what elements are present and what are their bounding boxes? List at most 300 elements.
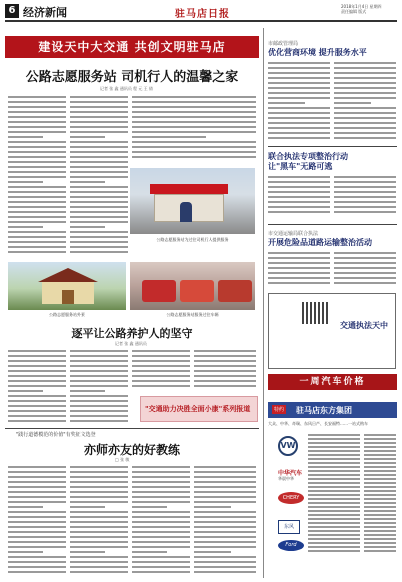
text-line: [70, 106, 128, 108]
text-line: [8, 241, 66, 243]
text-line: [8, 106, 66, 108]
dongfeng-logo-icon: 东风: [278, 520, 300, 534]
text-line: [8, 116, 66, 118]
text-line: [194, 365, 256, 367]
bottom-article-text-col-4: [194, 466, 256, 576]
text-line: [70, 196, 128, 198]
text-line: [8, 385, 66, 387]
text-line: [8, 491, 66, 493]
price-row: [308, 486, 360, 488]
text-line: [334, 77, 396, 79]
text-line: [268, 257, 330, 259]
text-line: [268, 206, 330, 208]
price-row: [308, 494, 360, 496]
price-row: [308, 506, 360, 508]
text-line: [334, 97, 396, 99]
text-line: [70, 146, 128, 148]
price-row: [364, 534, 396, 536]
text-line: [194, 501, 256, 503]
main-article-text-col-1: [8, 96, 66, 256]
text-line: [70, 216, 128, 218]
price-row: [308, 474, 360, 476]
mail-info-box: [268, 293, 396, 369]
trucks-photo-caption: 公路志愿服务站服务过往车辆: [166, 312, 219, 317]
price-row: [308, 518, 360, 520]
text-line: [194, 471, 256, 473]
right-divider-1: [268, 146, 397, 147]
text-line: [132, 536, 190, 538]
text-line: [8, 231, 66, 233]
text-line: [70, 111, 128, 113]
text-line: [8, 171, 66, 173]
text-line: [334, 112, 396, 114]
text-line: [8, 556, 66, 558]
text-line: [70, 171, 128, 173]
text-line: [70, 390, 105, 392]
right-article-1-kicker: 市邮政管理局: [268, 41, 299, 47]
text-line: [8, 156, 66, 158]
zhonghua-logo-icon: 中华汽车: [278, 470, 303, 477]
price-row: [308, 458, 360, 460]
price-row: [308, 442, 360, 444]
price-row: [308, 438, 360, 440]
text-line: [8, 551, 43, 553]
text-line: [70, 226, 105, 228]
text-line: [70, 211, 128, 213]
right-article-1-text-col-2: [334, 62, 396, 142]
price-row: [364, 538, 396, 540]
text-line: [8, 481, 66, 483]
text-line: [132, 521, 190, 523]
price-row: [308, 446, 360, 448]
right-article-2-text-col-1: [268, 176, 330, 220]
text-line: [334, 176, 396, 178]
text-line: [8, 176, 66, 178]
qr-code-icon: [302, 302, 328, 324]
price-row: [308, 550, 360, 552]
text-line: [132, 101, 256, 103]
text-line: [334, 257, 396, 259]
text-line: [70, 395, 128, 397]
price-row: [364, 466, 396, 468]
text-line: [334, 277, 396, 279]
text-line: [8, 251, 66, 253]
dealer-tag: 特约: [274, 407, 285, 413]
text-line: [268, 252, 330, 254]
text-line: [132, 566, 190, 568]
text-line: [132, 541, 190, 543]
text-line: [194, 370, 256, 372]
text-line: [194, 511, 256, 513]
sub-article-text-col-4: [194, 350, 256, 392]
text-line: [268, 191, 330, 193]
text-line: [194, 546, 256, 548]
sub-article-title: 逐平让公路养护人的坚守: [71, 327, 193, 340]
text-line: [8, 206, 66, 208]
text-line: [8, 415, 66, 417]
text-line: [70, 161, 128, 163]
price-row: [308, 434, 360, 436]
service-station-photo: [8, 262, 126, 310]
text-line: [70, 181, 105, 183]
price-row: [308, 542, 360, 544]
text-line: [132, 151, 256, 153]
text-line: [70, 506, 105, 508]
text-line: [70, 221, 128, 223]
text-line: [268, 262, 330, 264]
price-row: [308, 478, 360, 480]
text-line: [70, 151, 128, 153]
ford-logo-icon: Ford: [278, 540, 304, 551]
price-row: [364, 546, 396, 548]
text-line: [132, 571, 190, 573]
text-line: [70, 166, 128, 168]
text-line: [194, 526, 256, 528]
main-article-text-col-2: [70, 96, 128, 256]
text-line: [132, 131, 256, 133]
text-line: [132, 486, 190, 488]
text-line: [8, 246, 66, 248]
text-line: [8, 101, 66, 103]
price-row: [364, 446, 396, 448]
text-line: [70, 526, 128, 528]
text-line: [132, 380, 190, 382]
price-row: [364, 454, 396, 456]
price-row: [308, 502, 360, 504]
text-line: [70, 350, 128, 352]
price-row: [308, 490, 360, 492]
price-row: [364, 498, 396, 500]
price-row: [364, 438, 396, 440]
price-table: [308, 434, 360, 554]
text-line: [8, 370, 66, 372]
volkswagen-logo-icon: VW: [278, 436, 298, 456]
text-line: [8, 236, 66, 238]
kiosk-roof: [150, 184, 228, 194]
text-line: [8, 201, 66, 203]
text-line: [132, 385, 190, 387]
text-line: [70, 551, 105, 553]
text-line: [194, 350, 256, 352]
text-line: [8, 506, 43, 508]
text-line: [70, 246, 128, 248]
right-article-2-text-col-2: [334, 176, 396, 220]
text-line: [70, 236, 128, 238]
text-line: [70, 201, 128, 203]
text-line: [8, 400, 66, 402]
text-line: [194, 355, 256, 357]
text-line: [334, 137, 396, 139]
text-line: [132, 491, 190, 493]
text-line: [334, 127, 396, 129]
text-line: [334, 181, 396, 183]
text-line: [132, 496, 190, 498]
text-line: [132, 511, 190, 513]
text-line: [70, 365, 128, 367]
text-line: [194, 486, 256, 488]
text-line: [268, 77, 330, 79]
text-line: [8, 141, 66, 143]
text-line: [132, 556, 190, 558]
text-line: [268, 137, 330, 139]
section-divider: [5, 428, 259, 429]
text-line: [8, 546, 66, 548]
text-line: [70, 561, 128, 563]
text-line: [132, 466, 190, 468]
text-line: [194, 385, 256, 387]
text-line: [8, 191, 66, 193]
text-line: [8, 111, 66, 113]
text-line: [132, 141, 256, 143]
text-line: [334, 282, 396, 284]
text-line: [8, 136, 43, 138]
text-line: [8, 501, 66, 503]
price-row: [308, 470, 360, 472]
newspaper-logo: 驻马店日报: [175, 9, 230, 20]
date-line: [341, 4, 382, 14]
text-line: [194, 571, 256, 573]
price-row: [364, 442, 396, 444]
text-line: [70, 186, 128, 188]
text-line: [70, 101, 128, 103]
text-line: [334, 62, 396, 64]
text-line: [268, 282, 330, 284]
text-line: [70, 380, 128, 382]
text-line: [132, 96, 256, 98]
text-line: [194, 481, 256, 483]
text-line: [70, 410, 128, 412]
price-row: [308, 546, 360, 548]
text-line: [132, 121, 256, 123]
text-line: [132, 481, 190, 483]
text-line: [132, 561, 190, 563]
price-row: [308, 522, 360, 524]
text-line: [268, 176, 330, 178]
text-line: [70, 191, 128, 193]
text-line: [8, 226, 43, 228]
price-row: [364, 526, 396, 528]
text-line: [132, 551, 167, 553]
right-divider-2: [268, 224, 397, 225]
text-line: [8, 186, 66, 188]
text-line: [70, 156, 128, 158]
bottom-article-byline: □ 张 敏: [115, 457, 130, 462]
text-line: [194, 506, 231, 508]
price-row: [308, 526, 360, 528]
text-line: [8, 410, 66, 412]
text-line: [8, 521, 66, 523]
bottom-article-text-col-2: [70, 466, 128, 576]
text-line: [8, 355, 66, 357]
text-line: [8, 360, 66, 362]
text-line: [70, 491, 128, 493]
text-line: [268, 117, 330, 119]
text-line: [70, 121, 128, 123]
text-line: [334, 272, 396, 274]
text-line: [8, 486, 66, 488]
price-row: [364, 486, 396, 488]
text-line: [8, 211, 66, 213]
text-line: [132, 501, 190, 503]
price-row: [308, 514, 360, 516]
text-line: [268, 82, 330, 84]
text-line: [334, 67, 396, 69]
text-line: [194, 551, 231, 553]
text-line: [268, 127, 330, 129]
text-line: [8, 516, 66, 518]
text-line: [334, 267, 396, 269]
text-line: [334, 252, 396, 254]
text-line: [70, 136, 105, 138]
text-line: [334, 211, 396, 213]
series-label: "交通助力决胜全面小康"系列报道: [145, 405, 251, 413]
text-line: [70, 251, 128, 253]
text-line: [8, 350, 66, 352]
text-line: [8, 395, 66, 397]
price-row: [364, 478, 396, 480]
auto-price-banner: 一周汽车价格: [268, 374, 397, 390]
truck: [142, 280, 176, 302]
right-article-1-title: 优化营商环境 提升服务水平: [268, 48, 367, 57]
text-line: [194, 541, 256, 543]
price-row: [308, 510, 360, 512]
price-row: [364, 506, 396, 508]
price-row: [308, 538, 360, 540]
text-line: [70, 546, 128, 548]
text-line: [268, 277, 330, 279]
right-article-3-text-col-2: [334, 252, 396, 290]
text-line: [132, 111, 256, 113]
right-article-3-text-col-1: [268, 252, 330, 290]
text-line: [334, 132, 396, 134]
text-line: [8, 526, 66, 528]
main-article-byline: 记者 张 鑫 通讯员 程 元 王 倩: [100, 86, 153, 91]
mail-brand: 交通执法天中: [340, 321, 388, 330]
text-line: [132, 116, 256, 118]
text-line: [194, 556, 256, 558]
text-line: [8, 466, 66, 468]
text-line: [132, 350, 190, 352]
text-line: [268, 201, 330, 203]
price-side-text: [364, 434, 396, 554]
text-line: [70, 481, 128, 483]
text-line: [194, 375, 256, 377]
text-line: [70, 116, 128, 118]
text-line: [132, 526, 190, 528]
text-line: [8, 221, 66, 223]
text-line: [70, 501, 128, 503]
text-line: [70, 476, 128, 478]
truck: [180, 280, 214, 302]
text-line: [132, 375, 190, 377]
text-line: [8, 561, 66, 563]
text-line: [8, 126, 66, 128]
text-line: [70, 471, 128, 473]
text-line: [8, 536, 66, 538]
text-line: [8, 146, 66, 148]
text-line: [8, 420, 66, 422]
dealer-bar: [268, 402, 397, 418]
sub-article-text-col-3: [132, 350, 190, 392]
text-line: [70, 405, 128, 407]
text-line: [132, 516, 190, 518]
text-line: [334, 196, 396, 198]
text-line: [334, 201, 396, 203]
text-line: [268, 272, 330, 274]
text-line: [70, 360, 128, 362]
text-line: [8, 566, 66, 568]
text-line: [194, 380, 256, 382]
text-line: [70, 571, 128, 573]
price-row: [364, 434, 396, 436]
price-row: [308, 462, 360, 464]
zhonghua-subtitle: 华晨中华: [278, 476, 294, 481]
text-line: [268, 186, 330, 188]
text-line: [132, 471, 190, 473]
text-line: [334, 186, 396, 188]
price-row: [308, 454, 360, 456]
text-line: [334, 92, 396, 94]
kiosk-photo-caption: 公路志愿服务站为过往司机行人提供服务: [156, 237, 229, 242]
text-line: [268, 181, 330, 183]
text-line: [194, 531, 256, 533]
text-line: [8, 131, 66, 133]
text-line: [194, 491, 256, 493]
text-line: [70, 496, 128, 498]
house-roof: [38, 268, 98, 282]
essay-column-tag: "践行道德模范的价值"有奖征文选登: [16, 432, 96, 438]
sub-article-text-col-2: [70, 350, 128, 426]
text-line: [8, 196, 66, 198]
text-line: [132, 156, 256, 158]
price-row: [364, 518, 396, 520]
text-line: [268, 92, 330, 94]
text-line: [8, 151, 66, 153]
text-line: [268, 107, 330, 109]
text-line: [268, 72, 330, 74]
text-line: [70, 96, 128, 98]
service-station-caption: 公路志愿服务站外景: [49, 312, 85, 317]
text-line: [268, 122, 330, 124]
text-line: [194, 360, 256, 362]
text-line: [70, 420, 128, 422]
text-line: [70, 415, 128, 417]
text-line: [70, 541, 128, 543]
price-row: [364, 474, 396, 476]
text-line: [8, 380, 66, 382]
column-divider: [263, 28, 264, 578]
text-line: [334, 72, 396, 74]
text-line: [132, 355, 190, 357]
text-line: [8, 121, 66, 123]
price-row: [308, 534, 360, 536]
text-line: [70, 556, 128, 558]
text-line: [8, 541, 66, 543]
text-line: [70, 231, 128, 233]
text-line: [70, 385, 128, 387]
price-row: [364, 514, 396, 516]
text-line: [70, 536, 128, 538]
text-line: [70, 516, 128, 518]
text-line: [194, 466, 256, 468]
text-line: [132, 476, 190, 478]
text-line: [8, 390, 43, 392]
text-line: [194, 476, 256, 478]
text-line: [8, 496, 66, 498]
text-line: [194, 566, 256, 568]
text-line: [334, 102, 371, 104]
page-number: 6: [5, 4, 19, 18]
